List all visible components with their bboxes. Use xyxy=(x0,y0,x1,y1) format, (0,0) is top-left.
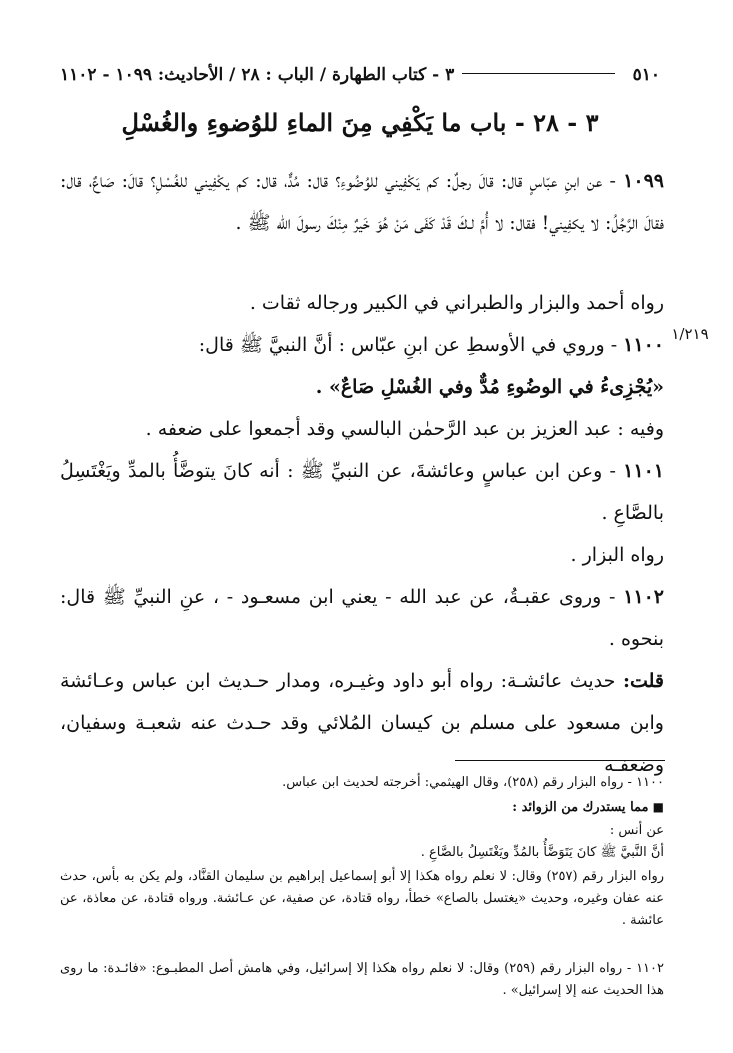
commentary-text: حديث عائشـة: رواه أبو داود وغيـره، ومدار حـديث ابن عباس وعـائشة وابن مسعود على مسلم بن كيسان المُلائي وقد حـدث عنه شعبـة وسفيان، وضعفـه xyxy=(60,670,664,776)
margin-reference: ١/٢١٩ xyxy=(671,325,709,343)
hadith-1102 xyxy=(60,576,664,660)
hadith-number: ١١٠١ xyxy=(623,460,664,482)
hadith-1100 xyxy=(60,324,664,408)
hadith-number: ١١٠٠ xyxy=(623,334,664,356)
hadith-number: ١٠٩٩ xyxy=(623,170,664,192)
header-rule xyxy=(462,73,614,74)
chapter-title: ٣ - ٢٨ - باب ما يَكْفِي مِنَ الماءِ للوُضوءِ والغُسْلِ xyxy=(121,108,599,137)
narration-1101: رواه البزار . xyxy=(570,544,664,566)
commentary xyxy=(60,660,664,786)
page-number: ٥١٠ xyxy=(632,65,660,85)
zawaid-label-text: مما يستدرك من الزوائد : xyxy=(512,800,649,815)
hadith-text: - وروي في الأوسطِ عن ابنِ عبّاس : أنَّ النبيَّ ﷺ قال: xyxy=(198,334,618,356)
hadith-1099 xyxy=(60,160,664,244)
zawaid-text: أنَّ النَّبيَّ ﷺ كانَ يَتَوَضَّأُ بالمُدِّ ويَغْتَسِلُ بالصَّاعِ . xyxy=(420,845,664,860)
hadith-number: ١١٠٢ xyxy=(623,586,665,608)
hadith-text: - وروى عقبـةُ، عن عبد الله - يعني ابن مسعـود - ، عنِ النبيِّ ﷺ قال: بنحوه . xyxy=(60,586,664,650)
footnote-separator xyxy=(455,760,665,761)
header-title: ٣ - كتاب الطهارة / الباب : ٢٨ / الأحاديث: ١٠٩٩ - ١١٠٢ xyxy=(60,65,455,85)
hadith-text: - وعن ابن عباسٍ وعائشةَ، عن النبيِّ ﷺ : أنه كانَ يتوضَّأُ بالمدِّ ويَغْتَسِلُ بالصَّاعِ . xyxy=(60,460,664,524)
square-bullet-icon: ■ xyxy=(652,800,664,814)
running-header xyxy=(60,62,660,88)
narration-1099: رواه أحمد والبزار والطبراني في الكبير ورجاله ثقات . xyxy=(249,292,664,314)
hadith-quote: «يُجْزِىءُ في الوضُوءِ مُدٌّ وفي الغُسْلِ صَاعٌ» . xyxy=(315,376,664,398)
narration-1100: وفيه : عبد العزيز بن عبد الرَّحمٰن البالسي وقد أجمعوا على ضعفه . xyxy=(145,418,664,440)
footnote-1102: ١١٠٢ - رواه البزار رقم (٢٥٩) وقال: لا نعلم رواه هكذا إلا إسرائيل، وفي هامش أصل المطبـوع: «فائـدة: ما روى هذا الحديث عنه إلا إسرائيل» . xyxy=(60,961,665,998)
zawaid-label xyxy=(60,796,664,819)
hadith-text: - عن ابنِ عبّاسٍ قال: قالَ رجلٌ: كم يَكْفِيني للوُضُوءِ؟ قال: مُدٌّ، قال: كم يكْفِيني للغُسْلِ؟ قالَ: صَاعٌ، قال: فقالَ الرَّجُلُ: لا يكفِيني! فقال: لا أُمَّ لـكَ قَدْ كَفَى مَنْ هُوَ خَيرٌ مِنْكَ رسولَ الله ﷺ . xyxy=(60,170,664,234)
hadith-1101 xyxy=(60,450,664,534)
footnote-1100: ١١٠٠ - رواه البزار رقم (٢٥٨)، وقال الهيثمي: أخرجته لحديث ابن عباس. xyxy=(282,775,664,790)
zawaid-from: عن أنس : xyxy=(609,823,664,838)
commentary-label: قلت: xyxy=(622,670,664,692)
zawaid-reference: رواه البزار رقم (٢٥٧) وقال: لا نعلم رواه هكذا إلا أبو إسماعيل إبراهيم بن سليمان القنَّاد، ولم يكن به بأس، حدث عنه عفان وغيره، وحديث «يغتسل بالصاع» خطأ، رواه قتادة، عن صفية، عن عـائشة. ورواه قتادة، عن معاذة، عن عائشة . xyxy=(60,869,664,928)
